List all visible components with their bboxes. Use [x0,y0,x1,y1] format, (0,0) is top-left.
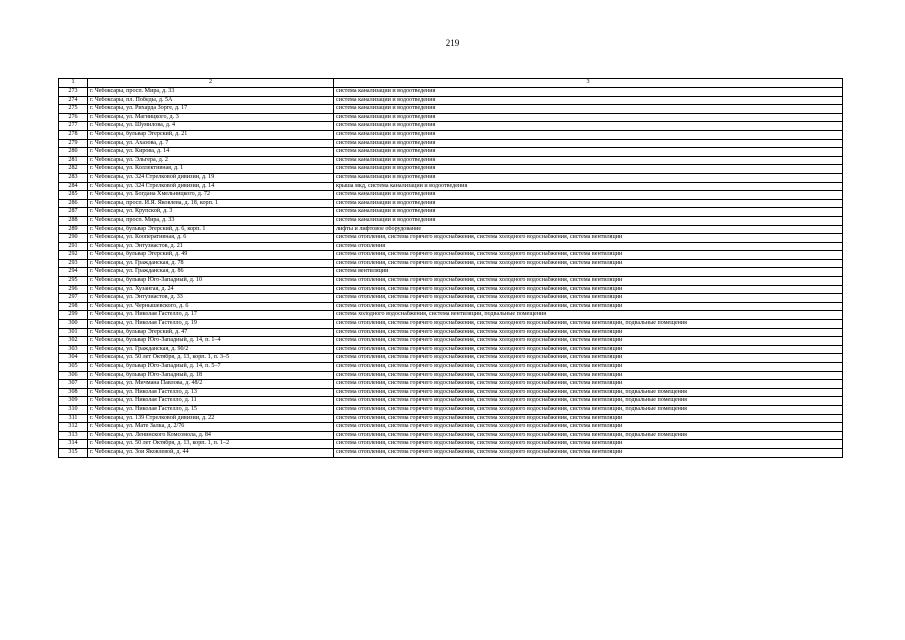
row-number-cell: 308 [59,388,88,397]
address-cell: г. Чебоксары, ул. Николая Гастелло, д. 17 [88,311,334,320]
address-cell: г. Чебоксары, ул. Гражданская, д. 78 [88,259,334,268]
address-cell: г. Чебоксары, ул. Ахазова, д. 7 [88,139,334,148]
table-row [59,405,843,414]
address-cell: г. Чебоксары, ул. Крупской, д. 3 [88,208,334,217]
address-cell: г. Чебоксары, ул. Николая Гастелло, д. 11 [88,397,334,406]
row-number-cell: 304 [59,354,88,363]
systems-cell: система отопления, система горячего водоснабжения, система холодного водоснабжения, система вентиляции [334,363,843,372]
row-number-cell: 296 [59,285,88,294]
table-row [59,448,843,457]
address-cell: г. Чебоксары, просп. Мира, д. 33 [88,88,334,97]
column-header: 3 [334,79,843,88]
address-cell: г. Чебоксары, бульвар Юго-Западный, д. 10 [88,277,334,286]
systems-cell: система канализации и водоотведения [334,208,843,217]
systems-cell: система отопления, система горячего водоснабжения, система холодного водоснабжения, система вентиляции [334,277,843,286]
systems-cell: система канализации и водоотведения [334,88,843,97]
systems-cell: система канализации и водоотведения [334,122,843,131]
row-number-cell: 301 [59,328,88,337]
table-row [59,371,843,380]
address-cell: г. Чебоксары, ул. Зои Яковлевой, д. 44 [88,448,334,457]
table-row [59,388,843,397]
table-row [59,165,843,174]
row-number-cell: 306 [59,371,88,380]
table-row [59,234,843,243]
row-number-cell: 302 [59,337,88,346]
address-cell: г. Чебоксары, ул. Николая Гастелло, д. 15 [88,405,334,414]
table-row [59,225,843,234]
address-cell: г. Чебоксары, ул. 324 Стрелковой дивизии, д. 14 [88,182,334,191]
address-cell: г. Чебоксары, бульвар Эгерский, д. 6, корп. 1 [88,225,334,234]
systems-cell: система отопления, система горячего водоснабжения, система холодного водоснабжения, система вентиляции [334,302,843,311]
row-number-cell: 281 [59,156,88,165]
systems-cell: система отопления, система горячего водоснабжения, система холодного водоснабжения, система вентиляции [334,285,843,294]
table-row [59,285,843,294]
buildings-table [58,78,843,458]
address-cell: г. Чебоксары, ул. Энтузиастов, д. 33 [88,294,334,303]
systems-cell: система отопления, система горячего водоснабжения, система холодного водоснабжения, система вентиляции, подвальные помещения [334,320,843,329]
address-cell: г. Чебоксары, ул. Магницкого, д. 3 [88,113,334,122]
column-header: 1 [59,79,88,88]
address-cell: г. Чебоксары, ул. Чернышевского, д. 6 [88,302,334,311]
row-number-cell: 298 [59,302,88,311]
table-row [59,208,843,217]
table-row [59,363,843,372]
row-number-cell: 313 [59,431,88,440]
row-number-cell: 284 [59,182,88,191]
systems-cell: система отопления, система горячего водоснабжения, система холодного водоснабжения, система вентиляции [334,345,843,354]
address-cell: г. Чебоксары, ул. Рихарда Зорге, д. 17 [88,105,334,114]
address-cell: г. Чебоксары, ул. Эльгера, д. 2 [88,156,334,165]
column-header: 2 [88,79,334,88]
row-number-cell: 291 [59,242,88,251]
row-number-cell: 309 [59,397,88,406]
systems-cell: система отопления, система горячего водоснабжения, система холодного водоснабжения, система вентиляции, подвальные помещения [334,405,843,414]
address-cell: г. Чебоксары, бульвар Юго-Западный, д. 18 [88,371,334,380]
row-number-cell: 287 [59,208,88,217]
table-row [59,294,843,303]
address-cell: г. Чебоксары, ул. Гражданская, д. 90/2 [88,345,334,354]
table-row [59,320,843,329]
systems-cell: система канализации и водоотведения [334,191,843,200]
row-number-cell: 307 [59,380,88,389]
address-cell: г. Чебоксары, бульвар Юго-Западный, д. 14, п. 1–4 [88,337,334,346]
systems-cell: система отопления, система горячего водоснабжения, система холодного водоснабжения, система вентиляции [334,337,843,346]
row-number-cell: 275 [59,105,88,114]
systems-cell: система канализации и водоотведения [334,165,843,174]
table-row [59,311,843,320]
row-number-cell: 300 [59,320,88,329]
row-number-cell: 283 [59,173,88,182]
address-cell: г. Чебоксары, ул. 324 Стрелковой дивизии, д. 19 [88,173,334,182]
systems-cell: система канализации и водоотведения [334,139,843,148]
systems-cell: система отопления, система горячего водоснабжения, система холодного водоснабжения, система вентиляции, подвальные помещения [334,388,843,397]
systems-cell: система отопления, система горячего водоснабжения, система холодного водоснабжения, система вентиляции [334,380,843,389]
systems-cell: система канализации и водоотведения [334,96,843,105]
systems-cell: система отопления, система горячего водоснабжения, система холодного водоснабжения, система вентиляции [334,371,843,380]
address-cell: г. Чебоксары, ул. Кирова, д. 14 [88,148,334,157]
address-cell: г. Чебоксары, ул. Николая Гастелло, д. 13 [88,388,334,397]
row-number-cell: 286 [59,199,88,208]
address-cell: г. Чебоксары, просп. И.Я. Яковлева, д. 18, корп. 1 [88,199,334,208]
table-row [59,148,843,157]
address-cell: г. Чебоксары, пл. Победы, д. 5А [88,96,334,105]
address-cell: г. Чебоксары, бульвар Эгерский, д. 47 [88,328,334,337]
table-row [59,251,843,260]
systems-cell: система канализации и водоотведения [334,156,843,165]
table-row [59,173,843,182]
systems-cell: система канализации и водоотведения [334,216,843,225]
address-cell: г. Чебоксары, ул. 50 лет Октября, д. 13, корп. 1, п. 1–2 [88,440,334,449]
address-cell: г. Чебоксары, бульвар Эгерский, д. 49 [88,251,334,260]
address-cell: г. Чебоксары, ул. Энтузиастов, д. 21 [88,242,334,251]
address-cell: г. Чебоксары, ул. Хузангая, д. 24 [88,285,334,294]
table-row [59,345,843,354]
systems-cell: система отопления, система горячего водоснабжения, система холодного водоснабжения, система вентиляции [334,448,843,457]
table-row [59,113,843,122]
row-number-cell: 279 [59,139,88,148]
row-number-cell: 314 [59,440,88,449]
address-cell: г. Чебоксары, ул. Кооперативная, д. 6 [88,234,334,243]
table-row [59,337,843,346]
table-row [59,277,843,286]
address-cell: г. Чебоксары, просп. Мира, д. 33 [88,216,334,225]
systems-cell: лифты и лифтовое оборудование [334,225,843,234]
systems-cell: система отопления, система горячего водоснабжения, система холодного водоснабжения, система вентиляции, подвальные помещения [334,431,843,440]
address-cell: г. Чебоксары, ул. Гражданская, д. 86 [88,268,334,277]
table-row [59,302,843,311]
table-row [59,414,843,423]
systems-cell: система отопления, система горячего водоснабжения, система холодного водоснабжения, система вентиляции [334,234,843,243]
address-cell: г. Чебоксары, ул. Мичмана Павлова, д. 48/2 [88,380,334,389]
systems-cell: система канализации и водоотведения [334,113,843,122]
systems-cell: система отопления, система горячего водоснабжения, система холодного водоснабжения, система вентиляции [334,440,843,449]
table-row [59,397,843,406]
systems-cell: система отопления, система горячего водоснабжения, система холодного водоснабжения, система вентиляции [334,328,843,337]
row-number-cell: 315 [59,448,88,457]
systems-cell: система отопления, система горячего водоснабжения, система холодного водоснабжения, система вентиляции, подвальные помещения [334,397,843,406]
table-row [59,259,843,268]
row-number-cell: 290 [59,234,88,243]
systems-cell: система отопления, система горячего водоснабжения, система холодного водоснабжения, система вентиляции [334,414,843,423]
address-cell: г. Чебоксары, ул. 139 Стрелковой дивизии, д. 22 [88,414,334,423]
row-number-cell: 277 [59,122,88,131]
address-cell: г. Чебоксары, ул. Николая Гастелло, д. 19 [88,320,334,329]
page-number: 219 [445,38,460,48]
table-row [59,354,843,363]
address-cell: г. Чебоксары, ул. Мате Залка, д. 2/76 [88,423,334,432]
table-row [59,216,843,225]
row-number-cell: 274 [59,96,88,105]
row-number-cell: 276 [59,113,88,122]
row-number-cell: 282 [59,165,88,174]
row-number-cell: 294 [59,268,88,277]
table-row [59,431,843,440]
systems-cell: система отопления, система горячего водоснабжения, система холодного водоснабжения, система вентиляции [334,354,843,363]
row-number-cell: 303 [59,345,88,354]
header-row [59,79,843,88]
systems-cell: система отопления, система горячего водоснабжения, система холодного водоснабжения, система вентиляции [334,294,843,303]
systems-cell: система отопления [334,242,843,251]
row-number-cell: 285 [59,191,88,200]
row-number-cell: 311 [59,414,88,423]
row-number-cell: 295 [59,277,88,286]
row-number-cell: 305 [59,363,88,372]
address-cell: г. Чебоксары, бульвар Юго-Западный, д. 14, п. 5–7 [88,363,334,372]
address-cell: г. Чебоксары, ул. 50 лет Октября, д. 13, корп. 1, п. 3–5 [88,354,334,363]
table-row [59,268,843,277]
table-row [59,328,843,337]
row-number-cell: 278 [59,130,88,139]
table-row [59,130,843,139]
systems-cell: система канализации и водоотведения [334,105,843,114]
address-cell: г. Чебоксары, бульвар Эгерский, д. 21 [88,130,334,139]
systems-cell: система холодного водоснабжения, система вентиляции, подвальные помещения [334,311,843,320]
row-number-cell: 312 [59,423,88,432]
row-number-cell: 288 [59,216,88,225]
table-row [59,199,843,208]
table-row [59,96,843,105]
systems-cell: система отопления, система горячего водоснабжения, система холодного водоснабжения, система вентиляции [334,259,843,268]
systems-cell: система канализации и водоотведения [334,199,843,208]
table-row [59,440,843,449]
table-row [59,122,843,131]
table-row [59,156,843,165]
row-number-cell: 299 [59,311,88,320]
systems-cell: система канализации и водоотведения [334,130,843,139]
systems-cell: система вентиляции [334,268,843,277]
systems-cell: система отопления, система горячего водоснабжения, система холодного водоснабжения, система вентиляции [334,423,843,432]
table-row [59,380,843,389]
row-number-cell: 273 [59,88,88,97]
table-row [59,191,843,200]
address-cell: г. Чебоксары, ул. Шумилова, д. 4 [88,122,334,131]
table-row [59,105,843,114]
address-cell: г. Чебоксары, ул. Коллективная, д. 1 [88,165,334,174]
systems-cell: система канализации и водоотведения [334,148,843,157]
systems-cell: система отопления, система горячего водоснабжения, система холодного водоснабжения, система вентиляции [334,251,843,260]
address-cell: г. Чебоксары, ул. Ленинского Комсомола, д. 84 [88,431,334,440]
row-number-cell: 293 [59,259,88,268]
row-number-cell: 289 [59,225,88,234]
row-number-cell: 310 [59,405,88,414]
systems-cell: система канализации и водоотведения [334,173,843,182]
row-number-cell: 292 [59,251,88,260]
table-row [59,139,843,148]
row-number-cell: 297 [59,294,88,303]
table-row [59,88,843,97]
table-row [59,182,843,191]
address-cell: г. Чебоксары, ул. Богдана Хмельницкого, д. 72 [88,191,334,200]
table-row [59,423,843,432]
row-number-cell: 280 [59,148,88,157]
systems-cell: крыша мкд, система канализации и водоотведения [334,182,843,191]
table-row [59,242,843,251]
